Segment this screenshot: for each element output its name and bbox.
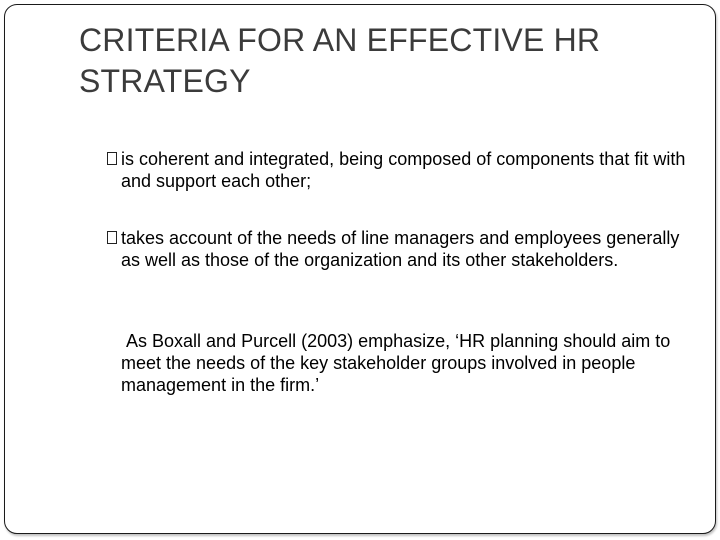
slide-title: CRITERIA FOR AN EFFECTIVE HR STRATEGY [79, 22, 601, 99]
bullet-item [107, 227, 687, 271]
checkbox-bullet-icon [107, 231, 117, 244]
checkbox-bullet-icon [107, 152, 117, 165]
quote-paragraph: As Boxall and Purcell (2003) emphasize, ‘HR planning should aim to meet the needs of the key stakeholder groups involved in people management in the firm.’ [121, 331, 676, 395]
bullet-text: is coherent and integrated, being composed of components that fit with and support each other; [121, 149, 686, 191]
bullet-item [107, 148, 687, 192]
bullet-text: takes account of the needs of line managers and employees generally as well as those of the organization and its other stakeholders. [121, 228, 680, 270]
